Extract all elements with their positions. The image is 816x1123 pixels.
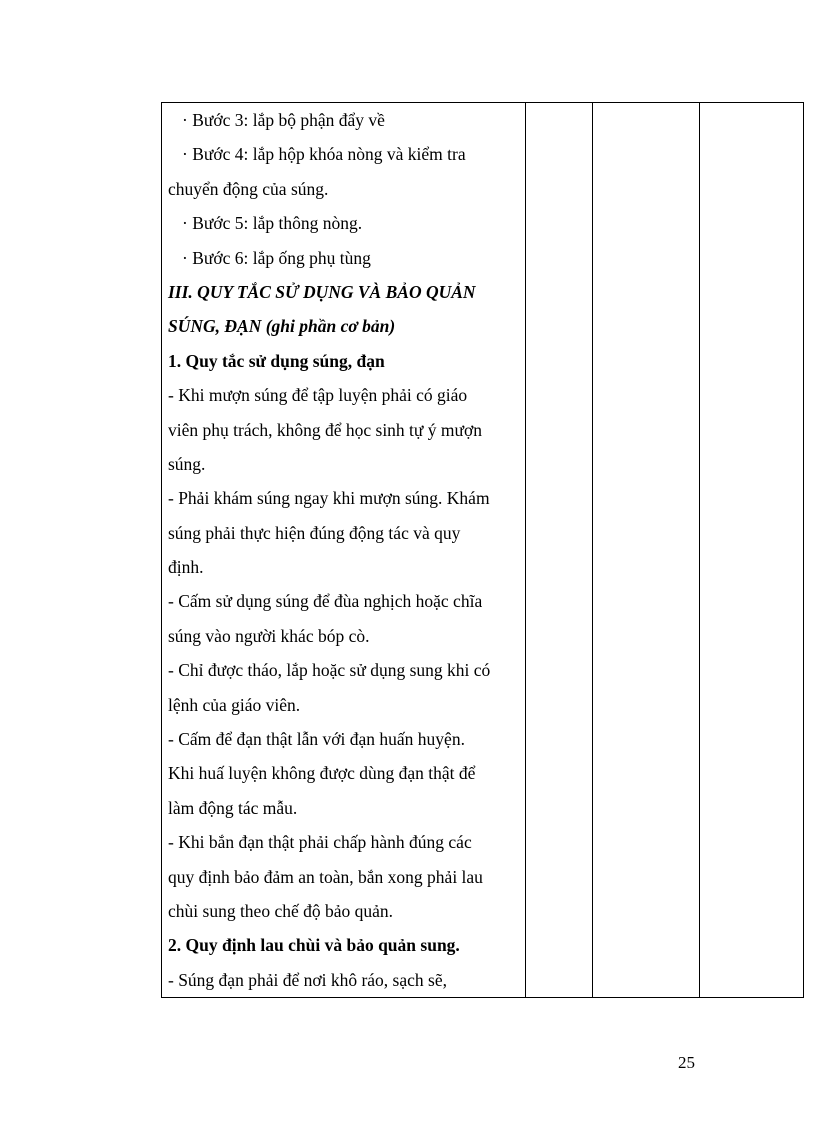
text-line: chùi sung theo chế độ bảo quản. bbox=[168, 900, 394, 921]
text-line: - Khi bắn đạn thật phải chấp hành đúng các bbox=[168, 832, 472, 853]
content-cell bbox=[162, 103, 526, 998]
text-line: 1. Quy tắc sử dụng súng, đạn bbox=[168, 350, 385, 371]
text-line: súng vào người khác bóp cò. bbox=[168, 625, 370, 646]
text-line: định. bbox=[168, 557, 204, 578]
text-line: viên phụ trách, không để học sinh tự ý mượn bbox=[168, 419, 483, 440]
text-line: quy định bảo đảm an toàn, bắn xong phải lau bbox=[168, 866, 483, 887]
text-line: - Cấm để đạn thật lẫn với đạn huấn huyện. bbox=[168, 729, 465, 750]
text-line: chuyển động của súng. bbox=[168, 178, 329, 199]
text-line: · Bước 3: lắp bộ phận đẩy về bbox=[182, 110, 385, 130]
text-line: · Bước 4: lắp hộp khóa nòng và kiểm tra bbox=[182, 144, 466, 165]
page-number: 25 bbox=[678, 1053, 695, 1072]
text-line: - Súng đạn phải để nơi khô ráo, sạch sẽ, bbox=[168, 969, 447, 990]
text-line: · Bước 5: lắp thông nòng. bbox=[182, 213, 363, 234]
text-line: - Phải khám súng ngay khi mượn súng. Khám bbox=[168, 488, 490, 509]
text-line: III. QUY TẮC SỬ DỤNG VÀ BẢO QUẢN bbox=[168, 281, 476, 302]
text-line: súng. bbox=[168, 453, 206, 474]
empty-cell-3 bbox=[593, 103, 700, 998]
text-line: 2. Quy định lau chùi và bảo quản sung. bbox=[168, 935, 460, 956]
text-line: - Khi mượn súng để tập luyện phải có giáo bbox=[168, 385, 468, 406]
text-line: · Bước 6: lắp ống phụ tùng bbox=[182, 247, 371, 268]
lesson-table bbox=[161, 102, 804, 998]
empty-cell-4 bbox=[700, 103, 804, 998]
text-line: lệnh của giáo viên. bbox=[168, 694, 301, 715]
text-line: - Chỉ được tháo, lắp hoặc sử dụng sung khi có bbox=[168, 660, 491, 681]
text-line: làm động tác mẫu. bbox=[168, 797, 298, 818]
text-line: - Cấm sử dụng súng để đùa nghịch hoặc chĩa bbox=[168, 591, 483, 612]
text-line: súng phải thực hiện đúng động tác và quy bbox=[168, 522, 461, 543]
table-row bbox=[162, 103, 804, 998]
empty-cell-2 bbox=[526, 103, 593, 998]
text-line: Khi huấ luyện không được dùng đạn thật để bbox=[168, 763, 476, 784]
text-line: SÚNG, ĐẠN (ghi phần cơ bản) bbox=[168, 316, 396, 337]
content-body bbox=[162, 103, 525, 997]
